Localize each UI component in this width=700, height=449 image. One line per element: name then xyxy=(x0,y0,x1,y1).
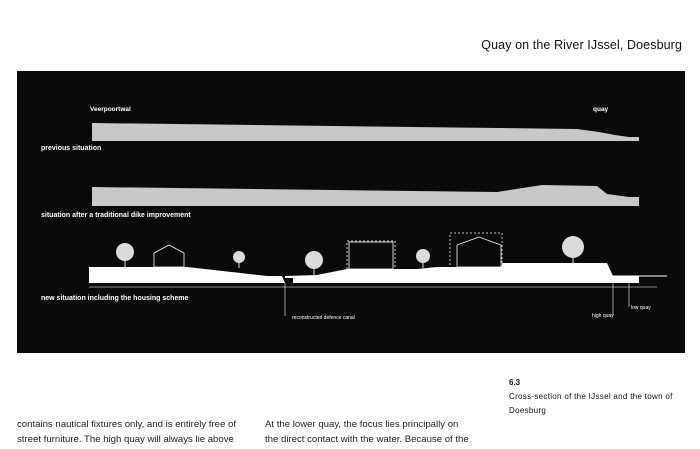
page-title: Quay on the River IJssel, Doesburg xyxy=(481,38,682,52)
label-veerpoortwal: Veerpoortwal xyxy=(90,106,131,113)
body-line: contains nautical fixtures only, and is entirely free of xyxy=(17,419,236,430)
housing-block xyxy=(347,241,395,271)
cross-section-drawing xyxy=(17,71,685,353)
body-line: the direct contact with the water. Because of the xyxy=(265,434,469,445)
label-defence-canal: reconstructed defence canal xyxy=(292,315,355,321)
body-line: At the lower quay, the focus lies principally on xyxy=(265,419,459,430)
tree-icon xyxy=(305,251,323,275)
label-new-situation: new situation including the housing scheme xyxy=(41,295,189,302)
cross-section-figure xyxy=(17,71,685,353)
caption-text: Cross-section of the IJssel and the town of Doesburg xyxy=(509,392,673,415)
tree-icon xyxy=(233,251,245,268)
label-low-quay: low quay xyxy=(631,305,651,311)
tree-icon xyxy=(116,243,134,267)
house-outline xyxy=(154,245,184,267)
section-dike-improvement xyxy=(92,185,639,206)
label-high-quay: high quay xyxy=(592,313,614,319)
body-column-left xyxy=(17,417,247,447)
label-quay: quay xyxy=(593,106,609,113)
section-previous xyxy=(92,123,639,141)
housing-block xyxy=(450,233,502,269)
label-previous-situation: previous situation xyxy=(41,145,102,152)
label-dike-improvement: situation after a traditional dike improvement xyxy=(41,212,191,219)
body-line: street furniture. The high quay will always lie above xyxy=(17,434,234,445)
tree-icon xyxy=(562,236,584,264)
caption-number: 6.3 xyxy=(509,378,521,387)
body-column-right xyxy=(265,417,501,447)
tree-icon xyxy=(416,249,430,268)
